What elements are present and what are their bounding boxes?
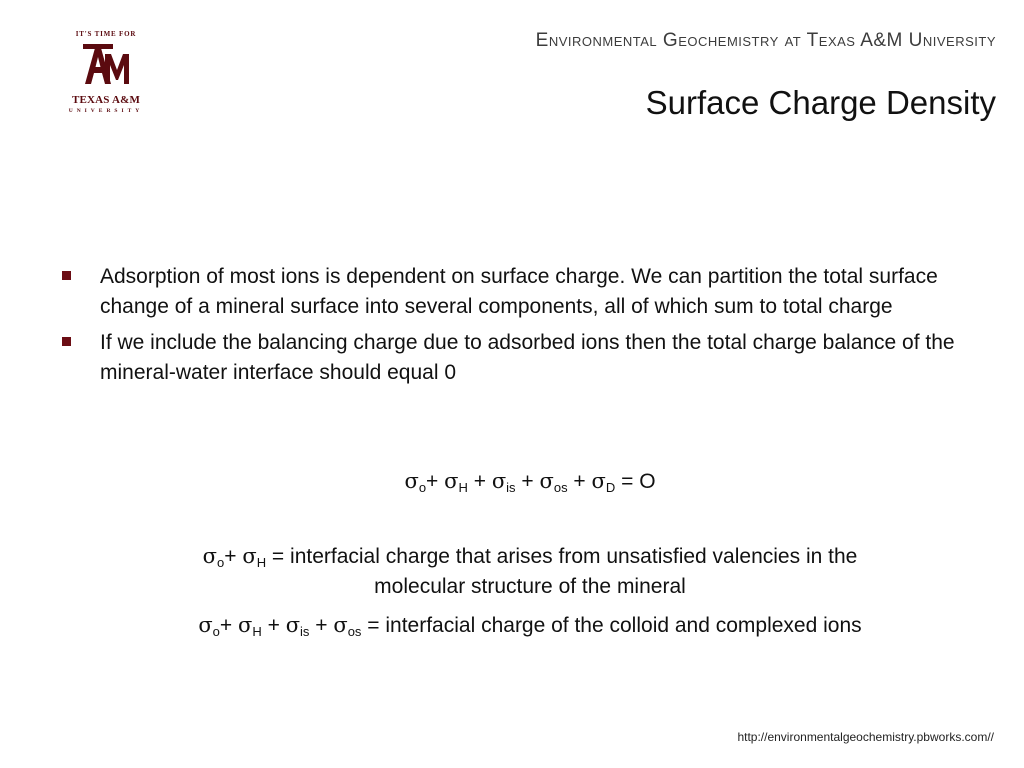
subscript: D — [605, 480, 616, 495]
sigma-symbol: σ — [285, 613, 301, 637]
definition-text: = interfacial charge that arises from unsatisfied valencies in the — [266, 545, 858, 568]
atm-monogram-icon — [81, 40, 131, 90]
sigma-symbol: σ — [539, 469, 554, 493]
sigma-symbol: σ — [242, 544, 257, 568]
sigma-symbol: σ — [444, 469, 459, 493]
logo-tagline: IT'S TIME FOR — [75, 30, 137, 38]
sigma-symbol: σ — [198, 613, 213, 637]
square-bullet-icon — [62, 271, 71, 280]
logo-name: TEXAS A&M — [71, 94, 141, 106]
sigma-symbol: σ — [238, 613, 253, 637]
course-title: Environmental Geochemistry at Texas A&M University — [535, 30, 996, 51]
definition-intrinsic-charge — [60, 541, 1000, 602]
sigma-symbol: σ — [333, 613, 348, 637]
bullet-item — [60, 262, 1000, 322]
bullet-text: Adsorption of most ions is dependent on surface charge. We can partition the total surface change of a mineral surface into several components, all of which sum to total charge — [100, 265, 938, 318]
subscript: o — [212, 624, 220, 639]
subscript: os — [553, 480, 568, 495]
definition-line: $\sigma_o+ \sigma_H$ = interfacial charge that arises from unsatisfied valencies in the — [202, 544, 858, 570]
subscript: is — [300, 624, 310, 639]
subscript: is — [506, 480, 516, 495]
sigma-symbol: σ — [591, 469, 606, 493]
definition-text: = interfacial charge of the colloid and complexed ions — [361, 614, 862, 637]
bullet-item — [60, 328, 1000, 388]
subscript: H — [256, 555, 267, 570]
sigma-symbol: σ — [404, 469, 419, 493]
texas-am-logo — [56, 28, 156, 118]
logo-subtitle: UNIVERSITY — [68, 108, 144, 114]
square-bullet-icon — [62, 337, 71, 346]
subscript: H — [458, 480, 468, 495]
subscript: o — [418, 480, 427, 495]
definition-colloid-charge: $\sigma_o+ \sigma_H + \sigma_{is} + \sigma_{os}$ = interfacial charge of the colloid and complexed ions — [198, 613, 862, 639]
subscript: o — [217, 555, 225, 570]
source-url: http://environmentalgeochemistry.pbworks.com// — [737, 730, 994, 744]
slide-title: Surface Charge Density — [645, 84, 996, 121]
equation-rhs: = O — [621, 470, 656, 493]
sigma-symbol: σ — [202, 544, 218, 568]
bullet-list — [60, 262, 1000, 394]
sigma-symbol: σ — [491, 469, 507, 493]
subscript: H — [252, 624, 262, 639]
definition-line: molecular structure of the mineral — [374, 575, 686, 598]
bullet-text: If we include the balancing charge due to adsorbed ions then the total charge balance of the mineral-water interface should equal 0 — [100, 331, 955, 384]
subscript: os — [347, 624, 362, 639]
charge-balance-equation: $\sigma_o+ \sigma_H + \sigma_{is} + \sigma_{os} + \sigma_D = O$ — [404, 469, 656, 495]
